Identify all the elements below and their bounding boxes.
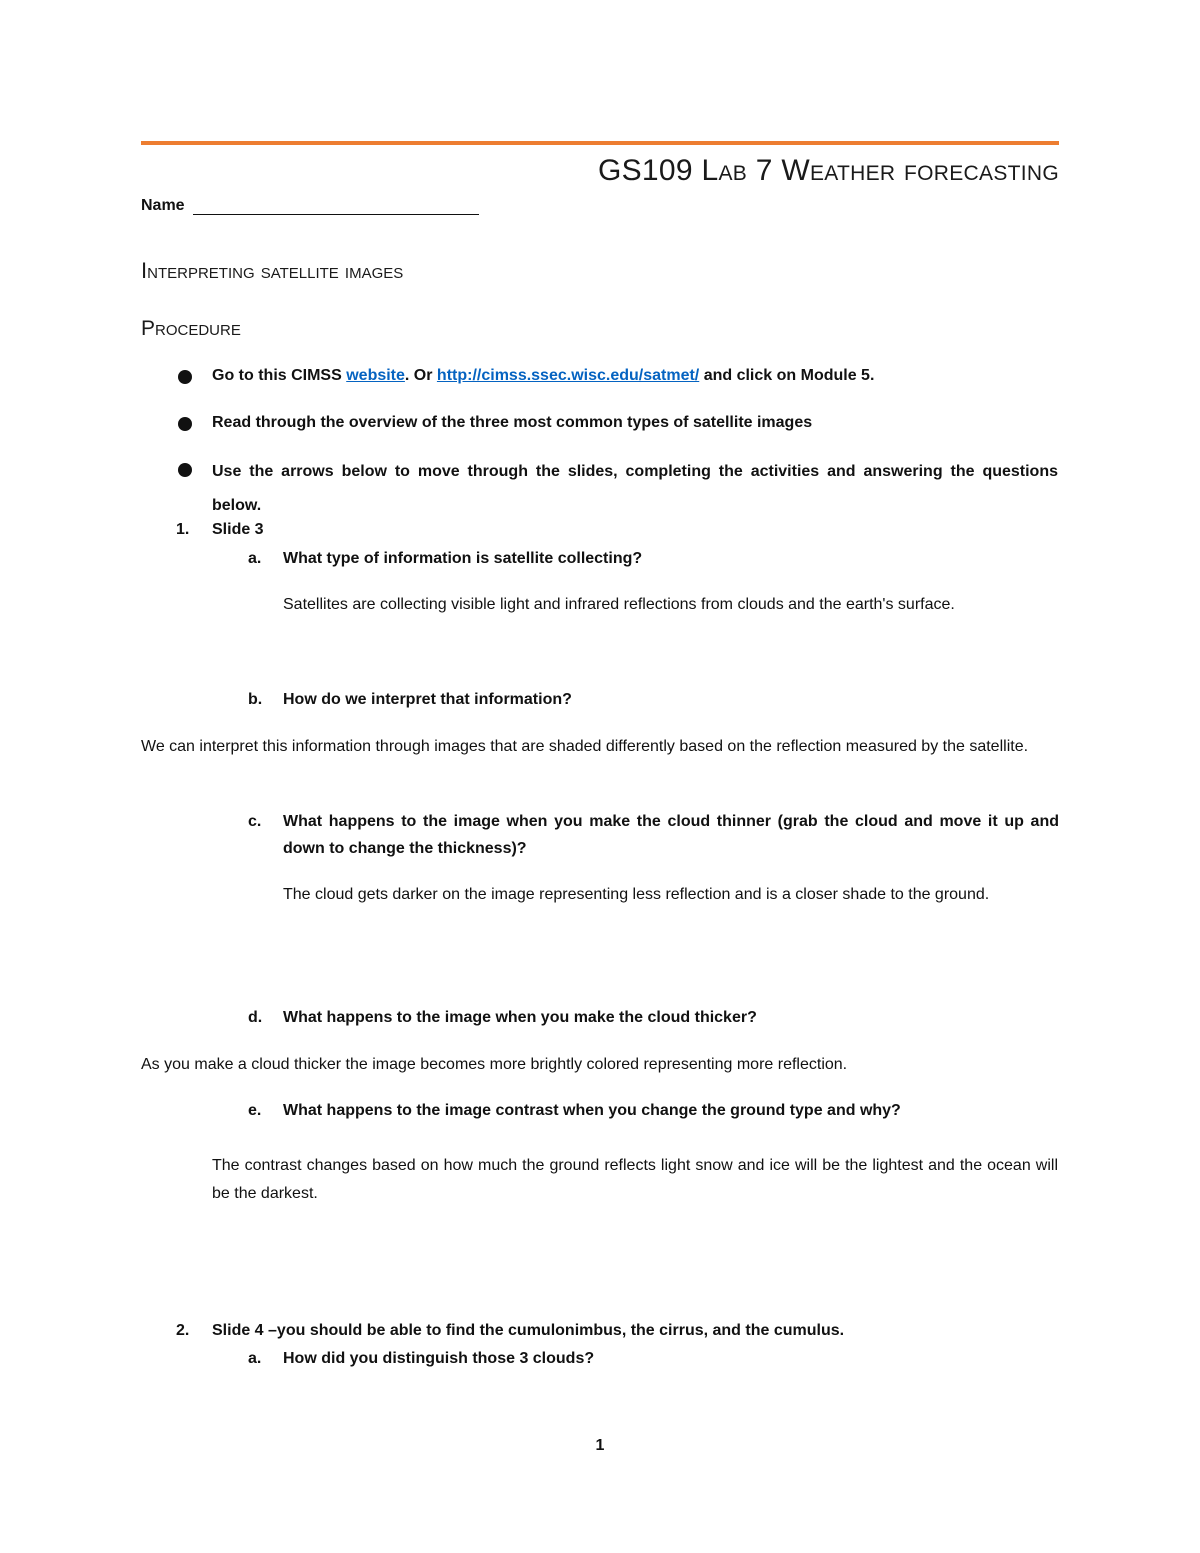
name-label: Name	[141, 197, 185, 214]
q1e-question: What happens to the image contrast when you change the ground type and why?	[283, 1102, 901, 1119]
q2-label: Slide 4 –you should be able to find the cumulonimbus, the cirrus, and the cumulus.	[212, 1322, 845, 1339]
bullet-item-2: Read through the overview of the three most common types of satellite images	[212, 414, 813, 431]
q1e-answer: The contrast changes based on how much the ground reflects light snow and ice will be the lightest and the ocean will be the darkest.	[212, 1157, 1058, 1202]
q1-label: Slide 3	[212, 521, 264, 538]
bullet-icon	[178, 370, 192, 384]
cimss-url-link[interactable]: http://cimss.ssec.wisc.edu/satmet/	[436, 367, 700, 384]
bullet-item-3: Use the arrows below to move through the slides, completing the activities and answering the questions below.	[212, 463, 1058, 514]
q1c-question: What happens to the image when you make the cloud thinner (grab the cloud and move it up and down to change the thickness)?	[283, 813, 1059, 857]
q1b-letter: b.	[248, 691, 263, 708]
header-accent-rule	[141, 141, 1059, 145]
bullet-icon	[178, 417, 192, 431]
q1d-answer: As you make a cloud thicker the image becomes more brightly colored representing more reflection.	[141, 1056, 848, 1073]
name-field	[141, 196, 479, 215]
procedure-heading: Procedure	[141, 317, 241, 340]
q1c-answer: The cloud gets darker on the image representing less reflection and is a closer shade to the ground.	[283, 886, 990, 903]
bullet-item-1: Go to this CIMSS website. Or http://cimss.ssec.wisc.edu/satmet/ and click on Module 5.	[212, 367, 875, 384]
bullet-icon	[178, 463, 192, 477]
q1-number: 1.	[176, 521, 190, 538]
section-heading: Interpreting satellite images	[141, 258, 404, 283]
q1d-letter: d.	[248, 1009, 263, 1026]
q2-number: 2.	[176, 1322, 190, 1339]
q1e-letter: e.	[248, 1102, 262, 1119]
q2a-letter: a.	[248, 1350, 262, 1367]
q1a-answer: Satellites are collecting visible light and infrared reflections from clouds and the earth's surface.	[283, 596, 955, 613]
page-number: 1	[595, 1437, 605, 1454]
q1c-letter: c.	[248, 813, 262, 830]
q1d-question: What happens to the image when you make the cloud thicker?	[283, 1009, 757, 1026]
q2a-question: How did you distinguish those 3 clouds?	[283, 1350, 595, 1367]
q1a-question: What type of information is satellite collecting?	[283, 550, 643, 567]
document-title: GS109 Lab 7 Weather forecasting	[597, 154, 1059, 187]
q1b-answer: We can interpret this information through images that are shaded differently based on the reflection measured by the satellite.	[141, 738, 1029, 755]
q1a-letter: a.	[248, 550, 262, 567]
q1b-question: How do we interpret that information?	[283, 691, 572, 708]
name-blank-line[interactable]	[193, 196, 479, 215]
website-link[interactable]: website	[346, 367, 405, 384]
